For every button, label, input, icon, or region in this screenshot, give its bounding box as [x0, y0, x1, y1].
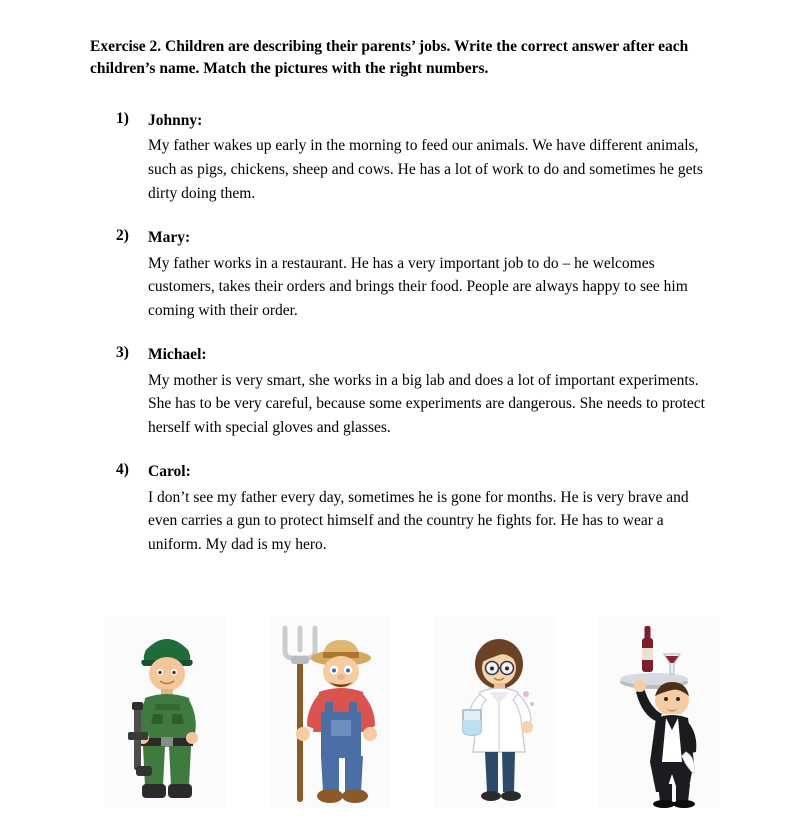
scientist-illustration	[433, 616, 556, 808]
list-item	[90, 227, 720, 322]
page-title: Exercise 2. Children are describing their parents’ jobs. Write the correct answer after each children’s name. Match the pictures with the right numbers.	[90, 38, 689, 77]
soldier-illustration	[104, 616, 227, 808]
item-name: Mary:	[148, 229, 191, 247]
exercise-item-list	[90, 110, 720, 556]
item-text: I don’t see my father every day, sometimes he is gone for months. He is very brave and even carries a gun to protect himself and the country he fights for. He has to wear a uniform. My dad is my hero.	[148, 488, 689, 553]
item-number: 1)	[116, 110, 129, 127]
item-number: 3)	[116, 344, 129, 362]
item-name: Johnny:	[148, 112, 203, 129]
list-item	[90, 461, 720, 556]
item-name: Carol:	[148, 463, 191, 481]
waiter-illustration	[598, 616, 721, 808]
list-item	[90, 110, 720, 205]
item-name: Michael:	[148, 346, 207, 364]
item-text: My mother is very smart, she works in a big lab and does a lot of important experiments. She has to be very careful, because some experiments are dangerous. She needs to protect herself with special gloves and glasses.	[148, 371, 705, 436]
picture-row	[104, 616, 720, 816]
item-text: My father works in a restaurant. He has a very important job to do – he welcomes customers, takes their orders and brings their food. People are always happy to see him coming with their order.	[148, 254, 688, 319]
list-item	[90, 344, 720, 439]
item-text: My father wakes up early in the morning to feed our animals. We have different animals, such as pigs, chickens, sheep and cows. He has a lot of work to do and sometimes he gets dirty doing them.	[148, 137, 703, 202]
item-number: 4)	[116, 461, 129, 479]
farmer-illustration	[269, 616, 392, 808]
item-number: 2)	[116, 227, 129, 245]
